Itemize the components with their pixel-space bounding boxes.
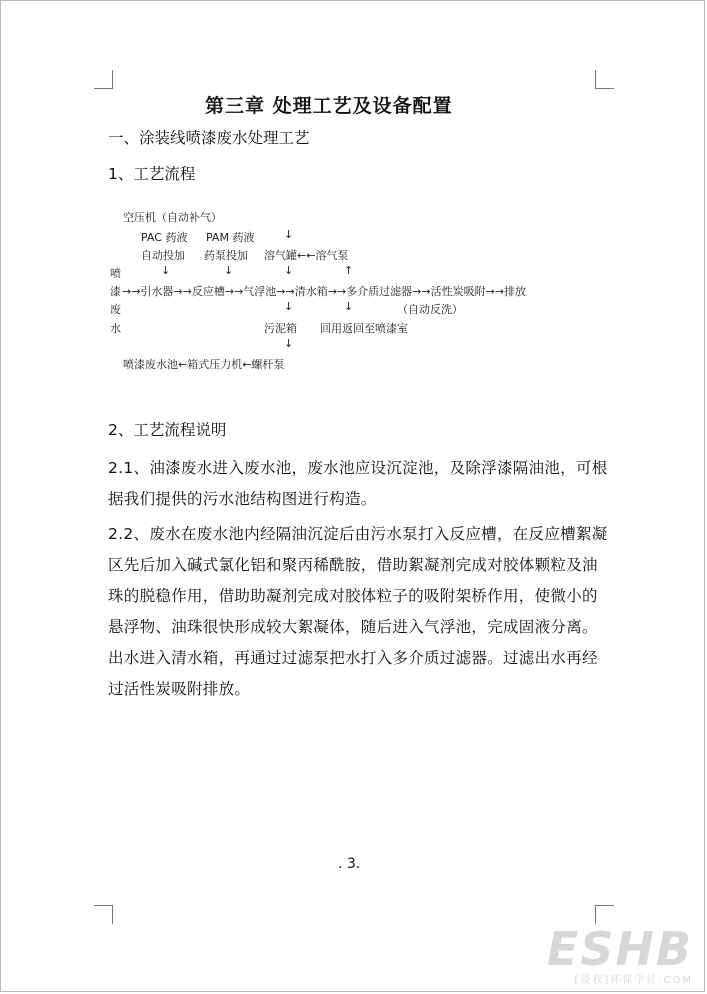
crop-mark-top-left bbox=[94, 70, 113, 89]
arrow-down-pac: ↓ bbox=[161, 264, 171, 277]
air-compressor-label: 空压机（自动补气） bbox=[123, 211, 222, 224]
arrow-down-clear: ↓ bbox=[344, 300, 354, 313]
pump-dose-label: 药泵投加 bbox=[204, 249, 248, 262]
arrow-down-air-tank: ↓ bbox=[284, 264, 294, 277]
side-label-1: 喷 bbox=[110, 267, 121, 280]
paragraph-2-1: 2.1、油漆废水进入废水池，废水池应设沉淀池，及除浮漆隔油池，可根据我们提供的污水池结构图进行构造。 bbox=[108, 459, 608, 508]
crop-mark-top-right bbox=[595, 70, 614, 89]
arrow-down-float: ↓ bbox=[284, 300, 294, 313]
main-process-line: →→引水器→→反应槽→→气浮池→→清水箱→→多介质过滤器→→活性炭吸附→→排放 bbox=[122, 285, 527, 298]
chapter-title: 第三章 处理工艺及设备配置 bbox=[205, 95, 453, 117]
subsection-process-flow: 1、工艺流程 bbox=[108, 165, 196, 183]
side-label-4: 水 bbox=[110, 322, 121, 335]
page-number: . 3. bbox=[338, 856, 361, 872]
paragraph-2-2: 2.2、废水在废水池内经隔油沉淀后由污水泵打入反应槽，在反应槽絮凝区先后加入碱式氯化铝和聚丙稀酰胺，借助絮凝剂完成对胶体颗粒及油珠的脱稳作用，借助助凝剂完成对胶体粒子的吸附架桥作用，使微小的悬浮物、油珠很快形成较大絮凝体，随后进入气浮池，完成固液分离。出水进入清水箱，再通过过滤泵把水打入多介质过滤器。过滤出水再经过活性炭吸附排放。 bbox=[108, 525, 608, 698]
section-heading: 一、涂装线喷漆废水处理工艺 bbox=[108, 129, 310, 147]
arrow-up-air-pump: ↑ bbox=[344, 264, 354, 277]
subsection-process-description: 2、工艺流程说明 bbox=[108, 421, 227, 439]
crop-mark-bottom-left bbox=[94, 905, 113, 924]
arrow-down-compressor: ↓ bbox=[284, 228, 294, 241]
pac-label: PAC 药液 bbox=[141, 231, 188, 244]
sludge-box-label: 污泥箱 bbox=[264, 322, 297, 335]
watermark-logo-text: ESHB bbox=[546, 922, 693, 976]
pam-label: PAM 药液 bbox=[206, 231, 255, 244]
air-tank-label: 溶气罐←←溶气泵 bbox=[264, 249, 349, 262]
arrow-down-sludge: ↓ bbox=[284, 337, 294, 350]
reuse-label: 回用返回至喷漆室 bbox=[320, 322, 408, 335]
side-label-3: 废 bbox=[110, 303, 121, 316]
auto-backwash-label: （自动反洗） bbox=[397, 303, 463, 316]
arrow-down-pam: ↓ bbox=[224, 264, 234, 277]
side-label-2: 漆 bbox=[110, 285, 121, 298]
watermark-logo bbox=[546, 922, 693, 986]
auto-dose-label: 自动投加 bbox=[141, 249, 185, 262]
bottom-process-line: 喷漆废水池←箱式压力机←螺杆泵 bbox=[123, 358, 285, 371]
watermark-sub-text: [爱我]环保学社·COM bbox=[574, 975, 693, 986]
